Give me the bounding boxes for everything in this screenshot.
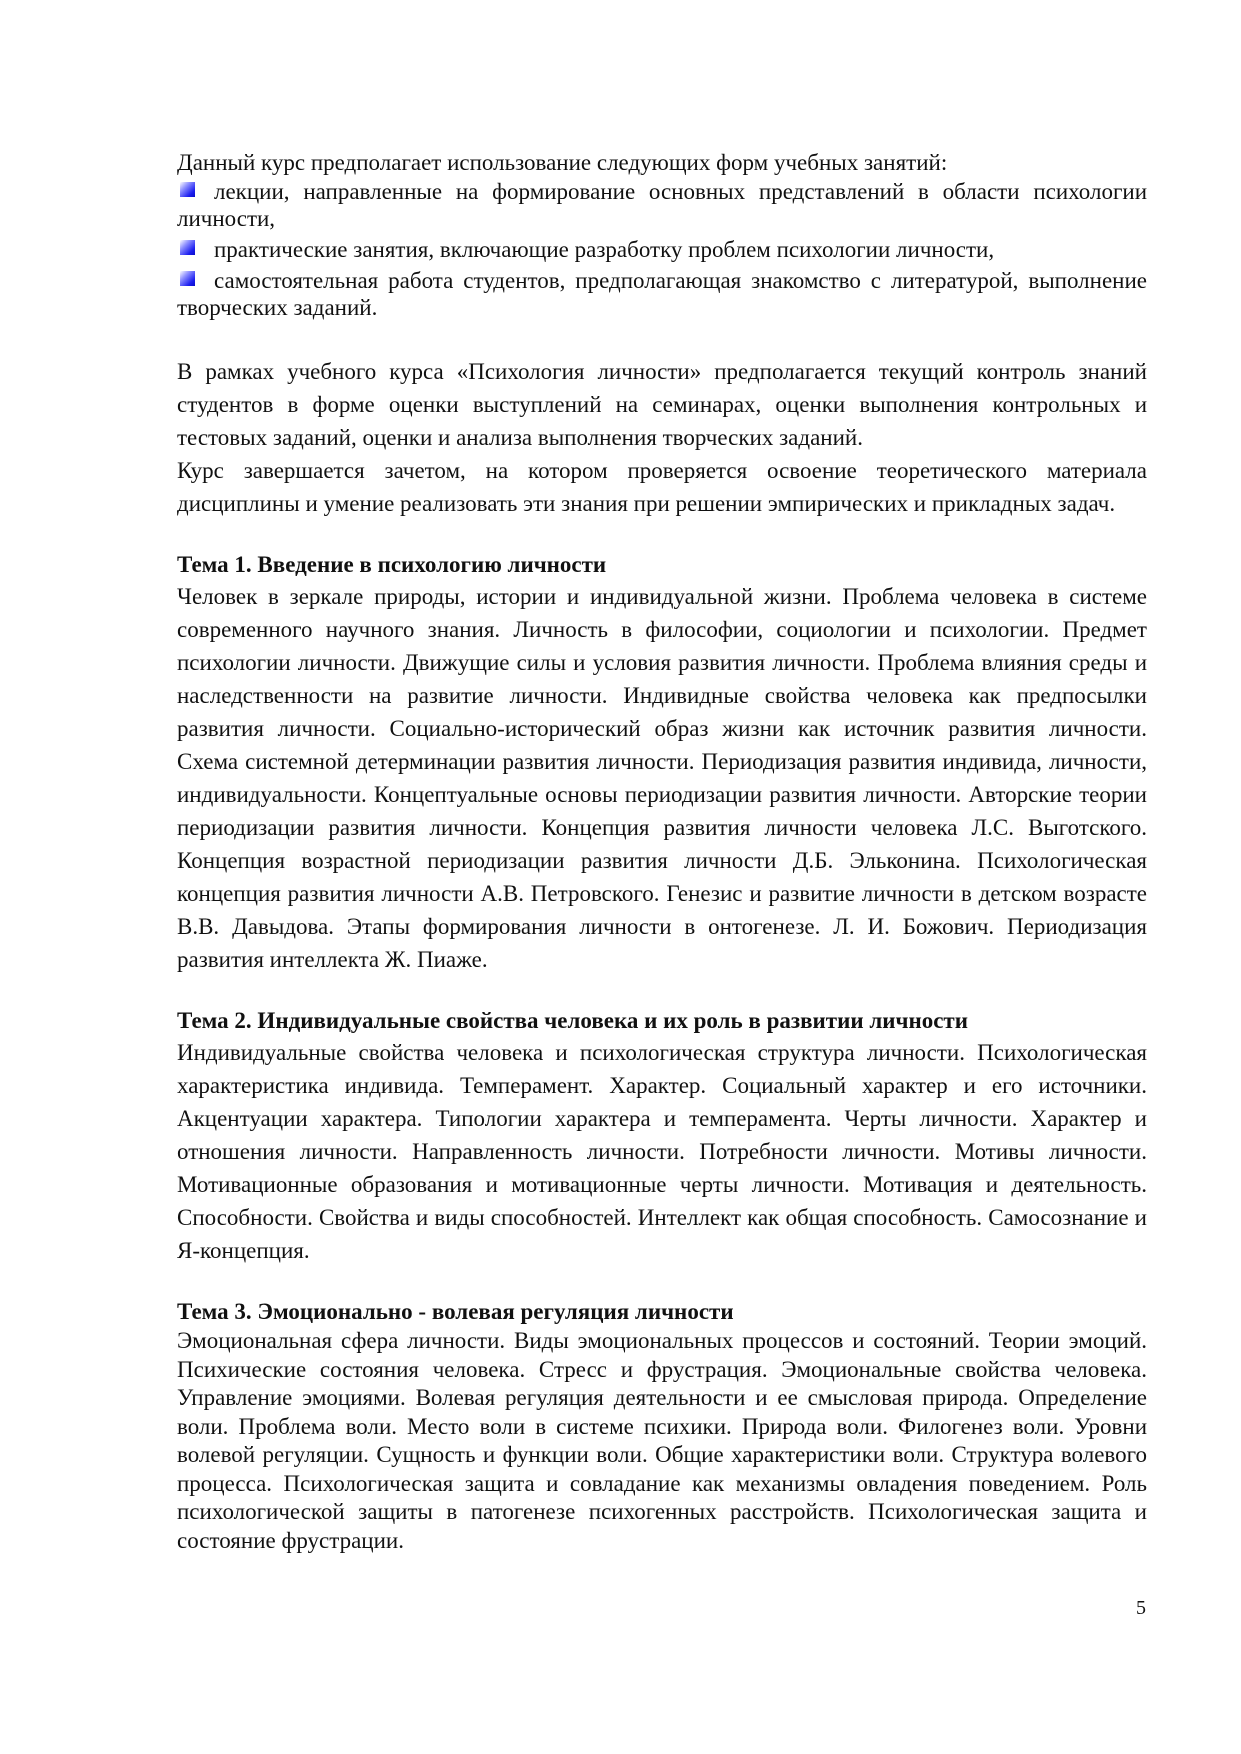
topic-3-title: Тема 3. Эмоционально - волевая регуляция личности	[177, 1299, 734, 1324]
control-paragraph: В рамках учебного курса «Психология личности» предполагается текущий контроль знаний студентов в форме оценки выступлений на семинарах, оценки выполнения контрольных и тестовых заданий, оценки и анализа выполнения творческих заданий.	[177, 359, 1147, 450]
page-number: 5	[1136, 1597, 1146, 1619]
topic-2-title: Тема 2. Индивидуальные свойства человека и их роль в развитии личности	[177, 1008, 968, 1033]
list-item-text: практические занятия, включающие разработку проблем психологии личности,	[214, 237, 995, 262]
list-item	[177, 236, 1147, 263]
topic-2-body: Индивидуальные свойства человека и психологическая структура личности. Психологическая характеристика индивида. Темперамент. Характер. Социальный характер и его источники. Акцентуации характера. Типологии характера и темперамента. Черты личности. Характер и отношения личности. Направленность личности. Потребности личности. Мотивы личности. Мотивационные образования и мотивационные черты личности. Мотивация и деятельность. Способности. Свойства и виды способностей. Интеллект как общая способность. Самосознание и Я-концепция.	[177, 1040, 1147, 1263]
list-item	[177, 178, 1147, 232]
exam-paragraph: Курс завершается зачетом, на котором проверяется освоение теоретического материала дисциплины и умение реализовать эти знания при решении эмпирических и прикладных задач.	[177, 458, 1147, 516]
forms-list	[177, 178, 1147, 321]
bullet-square-icon	[180, 240, 195, 255]
intro-lead: Данный курс предполагает использование следующих форм учебных занятий:	[177, 150, 948, 175]
list-item	[177, 267, 1147, 321]
list-item-text: самостоятельная работа студентов, предполагающая знакомство с литературой, выполнение творческих заданий.	[177, 268, 1147, 320]
topic-3-body: Эмоциональная сфера личности. Виды эмоциональных процессов и состояний. Теории эмоций. Психические состояния человека. Стресс и фрустрация. Эмоциональные свойства человека. Управление эмоциями. Волевая регуляция деятельности и ее смысловая природа. Определение воли. Проблема воли. Место воли в системе психики. Природа воли. Филогенез воли. Уровни волевой регуляции. Сущность и функции воли. Общие характеристики воли. Структура волевого процесса. Психологическая защита и совладание как механизмы овладения поведением. Роль психологической защиты в патогенезе психогенных расстройств. Психологическая защита и состояние фрустрации.	[177, 1328, 1147, 1553]
bullet-square-icon	[180, 182, 195, 197]
topic-1-title: Тема 1. Введение в психологию личности	[177, 552, 607, 577]
list-item-text: лекции, направленные на формирование основных представлений в области психологии личности,	[177, 179, 1147, 231]
document-page	[177, 148, 1147, 1555]
bullet-square-icon	[180, 271, 195, 286]
topic-1-body: Человек в зеркале природы, истории и индивидуальной жизни. Проблема человека в системе современного научного знания. Личность в философии, социологии и психологии. Предмет психологии личности. Движущие силы и условия развития личности. Проблема влияния среды и наследственности на развитие личности. Индивидные свойства человека как предпосылки развития личности. Социально-исторический образ жизни как источник развития личности. Схема системной детерминации развития личности. Периодизация развития индивида, личности, индивидуальности. Концептуальные основы периодизации развития личности. Авторские теории периодизации развития личности. Концепция развития личности человека Л.С. Выготского. Концепция возрастной периодизации развития личности Д.Б. Эльконина. Психологическая концепция развития личности А.В. Петровского. Генезис и развитие личности в детском возрасте В.В. Давыдова. Этапы формирования личности в онтогенезе. Л. И. Божович. Периодизация развития интеллекта Ж. Пиаже.	[177, 584, 1147, 972]
